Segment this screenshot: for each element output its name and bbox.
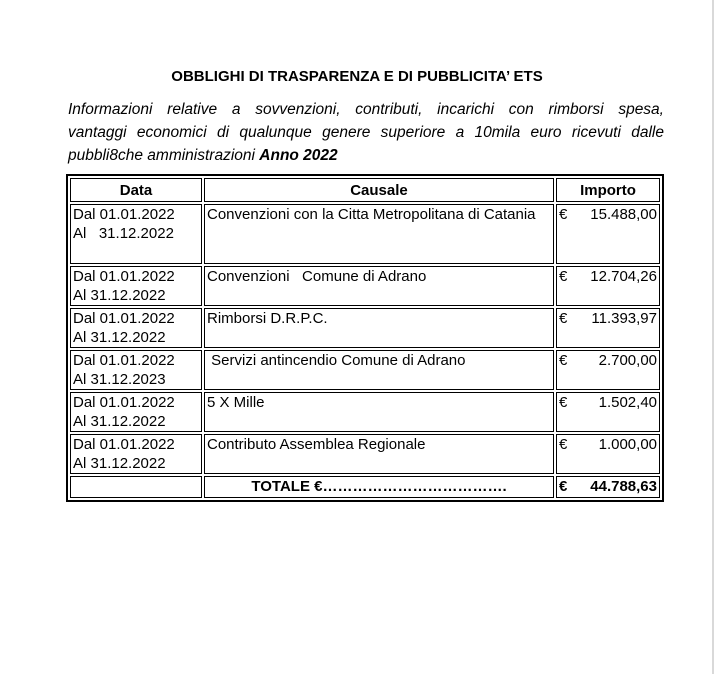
currency-symbol: € — [559, 206, 568, 223]
total-empty-cell — [70, 476, 202, 498]
amount-cell — [556, 434, 660, 474]
table-row — [70, 434, 660, 474]
date-from: Dal 01.01.2022 — [73, 436, 175, 453]
amount-value: 1.000,00 — [598, 436, 657, 453]
date-cell — [70, 392, 202, 432]
date-to: Al 31.12.2022 — [73, 225, 174, 242]
amount-cell — [556, 308, 660, 348]
causale-cell: Convenzioni con la Citta Metropolitana di Catania — [204, 204, 554, 264]
header-data: Data — [70, 178, 202, 202]
amount-value: 12.704,26 — [590, 268, 657, 285]
date-from: Dal 01.01.2022 — [73, 206, 175, 223]
currency-symbol: € — [559, 268, 568, 285]
intro-line-text: pubbli8che amministrazioni — [68, 147, 255, 164]
amount-value: 15.488,00 — [590, 206, 657, 223]
table-row — [70, 308, 660, 348]
date-from: Dal 01.01.2022 — [73, 310, 175, 327]
date-cell — [70, 308, 202, 348]
date-from: Dal 01.01.2022 — [73, 394, 175, 411]
currency-symbol: € — [559, 436, 568, 453]
amount-cell — [556, 266, 660, 306]
causale-cell: Contributo Assemblea Regionale — [204, 434, 554, 474]
date-to: Al 31.12.2022 — [73, 455, 166, 472]
header-importo: Importo — [556, 178, 660, 202]
intro-line: vantaggi economici di qualunque genere superiore a 10mila euro ricevuti dalle — [68, 124, 664, 141]
grants-table — [66, 174, 664, 502]
date-from: Dal 01.01.2022 — [73, 352, 175, 369]
intro-paragraph — [68, 98, 664, 167]
date-cell — [70, 266, 202, 306]
amount-cell — [556, 204, 660, 264]
table-row — [70, 266, 660, 306]
date-cell — [70, 204, 202, 264]
date-from: Dal 01.01.2022 — [73, 268, 175, 285]
amount-value: 2.700,00 — [598, 352, 657, 369]
intro-line: Informazioni relative a sovvenzioni, contributi, incarichi con rimborsi spesa, — [68, 101, 664, 118]
date-to: Al 31.12.2023 — [73, 371, 166, 388]
currency-symbol: € — [559, 394, 568, 411]
total-row — [70, 476, 660, 498]
date-cell — [70, 350, 202, 390]
causale-cell: Rimborsi D.R.P.C. — [204, 308, 554, 348]
amount-cell — [556, 392, 660, 432]
causale-cell: Servizi antincendio Comune di Adrano — [204, 350, 554, 390]
intro-line — [68, 144, 664, 167]
date-to: Al 31.12.2022 — [73, 329, 166, 346]
total-amount-cell — [556, 476, 660, 498]
causale-cell: 5 X Mille — [204, 392, 554, 432]
table-row — [70, 350, 660, 390]
table-row — [70, 392, 660, 432]
total-amount: 44.788,63 — [590, 478, 657, 495]
amount-value: 1.502,40 — [598, 394, 657, 411]
currency-symbol: € — [559, 478, 568, 495]
document-title: OBBLIGHI DI TRASPARENZA E DI PUBBLICITA’ ETS — [171, 68, 543, 85]
currency-symbol: € — [559, 352, 568, 369]
table-header-row — [70, 178, 660, 202]
amount-value: 11.393,97 — [591, 310, 657, 327]
date-cell — [70, 434, 202, 474]
causale-cell: Convenzioni Comune di Adrano — [204, 266, 554, 306]
table-row — [70, 204, 660, 264]
intro-year: Anno 2022 — [259, 147, 338, 164]
date-to: Al 31.12.2022 — [73, 287, 166, 304]
header-causale: Causale — [204, 178, 554, 202]
amount-cell — [556, 350, 660, 390]
currency-symbol: € — [559, 310, 568, 327]
total-label: TOTALE €………………………………. — [204, 476, 554, 498]
date-to: Al 31.12.2022 — [73, 413, 166, 430]
